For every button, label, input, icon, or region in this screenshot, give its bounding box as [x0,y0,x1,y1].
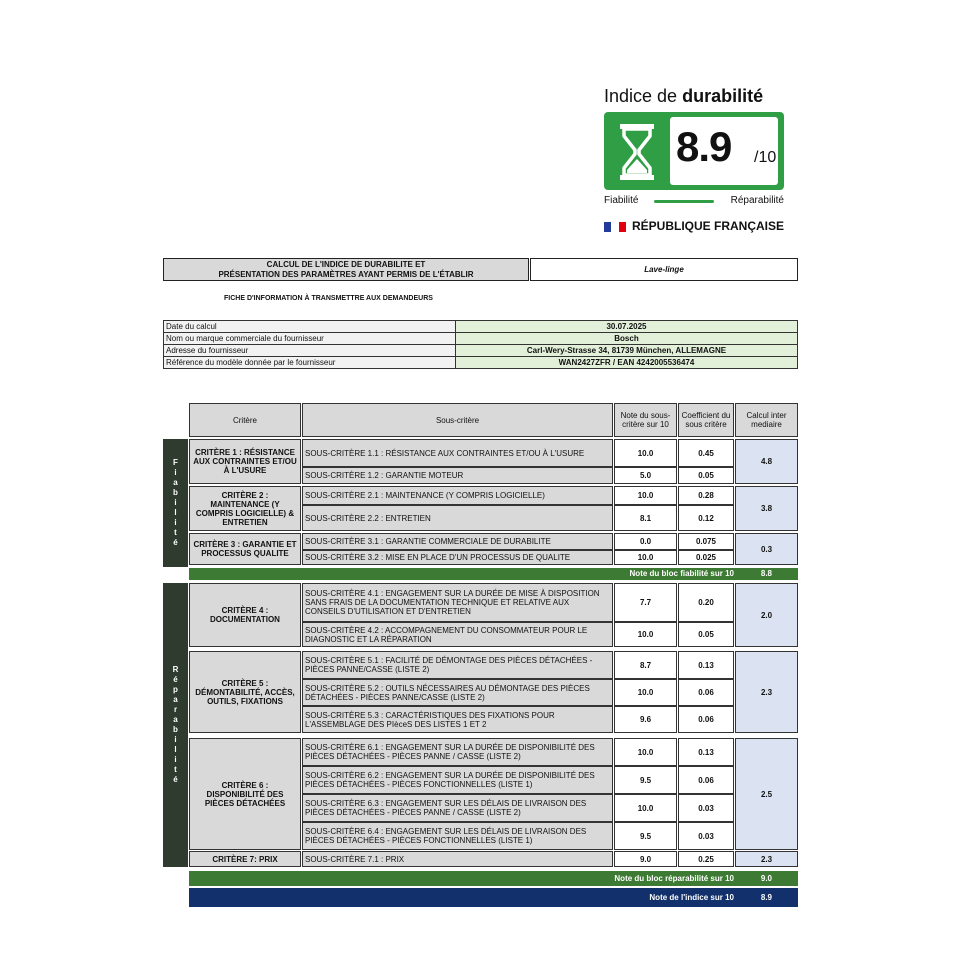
criterion-intermediate: 2.5 [735,738,798,850]
sub-criterion-coefficient: 0.025 [678,550,734,565]
indice-total-row [189,888,798,907]
sub-criterion-coefficient: 0.05 [678,622,734,647]
product-type: Lave-linge [530,258,798,281]
fiabilite-letter: i [174,498,177,507]
criterion-name: CRITÈRE 4 : DOCUMENTATION [189,583,301,647]
header-sous-critere: Sous-critère [302,403,613,437]
reparabilite-letter: b [173,725,178,734]
reparabilite-letter: é [173,675,178,684]
sub-criterion-note: 9.5 [614,822,677,850]
badge-score: 8.9 [676,123,732,170]
info-label: Adresse du fournisseur [164,345,456,357]
criterion-intermediate: 2.3 [735,651,798,733]
info-value: Carl-Wery-Strasse 34, 81739 München, ALLEMAGNE [456,345,798,357]
sub-criterion-note: 7.7 [614,583,677,622]
fiabilite-letter: F [173,458,178,467]
sub-criterion-coefficient: 0.28 [678,486,734,505]
sub-criterion-label: SOUS-CRITÈRE 6.2 : ENGAGEMENT SUR LA DURÉE DE DISPONIBILITÉ DES PIÈCES DÉTACHÉES - PIÈCES FONCTIONNELLES (LISTE 1) [302,766,613,794]
sub-criterion-coefficient: 0.45 [678,439,734,467]
sub-criterion-note: 10.0 [614,439,677,467]
sub-criterion-note: 8.7 [614,651,677,679]
indice-total-label: Note de l'indice sur 10 [649,893,734,902]
document-title-line2: PRÉSENTATION DES PARAMÈTRES AYANT PERMIS DE L'ÉTABLIR [218,270,474,279]
scale-bar [654,200,714,203]
sub-criterion-label: SOUS-CRITÈRE 2.2 : ENTRETIEN [302,505,613,531]
badge-title-prefix: Indice de [604,86,678,106]
sub-criterion-coefficient: 0.06 [678,679,734,706]
reparabilite-total-value: 9.0 [760,874,772,883]
sub-criterion-coefficient: 0.13 [678,651,734,679]
info-row [164,357,798,369]
criterion-intermediate: 4.8 [735,439,798,484]
block-fiabilite-label [163,439,188,567]
reparabilite-letter: a [173,695,178,704]
sub-criterion-label: SOUS-CRITÈRE 5.1 : FACILITÉ DE DÉMONTAGE DES PIÈCES DÉTACHÉES - PIÈCES PANNE/CASSE (LISTE 2) [302,651,613,679]
reparabilite-letter: t [174,765,177,774]
sub-criterion-label: SOUS-CRITÈRE 1.2 : GARANTIE MOTEUR [302,467,613,484]
sub-criterion-note: 10.0 [614,738,677,766]
sub-criterion-coefficient: 0.03 [678,822,734,850]
sub-criterion-note: 9.6 [614,706,677,733]
reparabilite-letter: i [174,755,177,764]
sub-criterion-note: 10.0 [614,794,677,822]
criterion-intermediate: 3.8 [735,486,798,531]
sub-criterion-label: SOUS-CRITÈRE 3.1 : GARANTIE COMMERCIALE DE DURABILITE [302,533,613,550]
criterion-name: CRITÈRE 3 : GARANTIE ET PROCESSUS QUALITE [189,533,301,565]
badge-score-panel [670,117,778,185]
reparabilite-letter: i [174,735,177,744]
info-label: Référence du modèle donnée par le fournisseur [164,357,456,369]
fiabilite-total-label: Note du bloc fiabilité sur 10 [629,569,734,578]
sub-criterion-label: SOUS-CRITÈRE 4.2 : ACCOMPAGNEMENT DU CONSOMMATEUR POUR LE DIAGNOSTIC ET LA RÉPARATION [302,622,613,647]
info-row [164,333,798,345]
info-value: WAN2427ZFR / EAN 4242005536474 [456,357,798,369]
fiabilite-total-row [189,568,798,580]
fiche-subtitle: FICHE D'INFORMATION À TRANSMETTRE AUX DEMANDEURS [224,295,433,302]
scale-left-label: Fiabilité [604,195,639,206]
criterion-name: CRITÈRE 7: PRIX [189,851,301,867]
sub-criterion-note: 9.0 [614,851,677,867]
sub-criterion-note: 0.0 [614,533,677,550]
info-value: 30.07.2025 [456,321,798,333]
sub-criterion-label: SOUS-CRITÈRE 5.3 : CARACTÉRISTIQUES DES FIXATIONS POUR L'ASSEMBLAGE DES PIèceS DES LISTES 1 ET 2 [302,706,613,733]
criterion-intermediate: 2.3 [735,851,798,867]
reparabilite-letter: l [174,745,177,754]
criterion-name: CRITÈRE 2 : MAINTENANCE (Y COMPRIS LOGICIELLE) & ENTRETIEN [189,486,301,531]
reparabilite-letter: a [173,715,178,724]
sub-criterion-coefficient: 0.12 [678,505,734,531]
sub-criterion-coefficient: 0.075 [678,533,734,550]
reparabilite-letter: r [173,705,178,714]
criterion-name: CRITÈRE 6 : DISPONIBILITÉ DES PIÈCES DÉTACHÉES [189,738,301,850]
fiabilite-letter: t [174,528,177,537]
fiabilite-letter: é [173,538,178,547]
sub-criterion-coefficient: 0.05 [678,467,734,484]
supplier-info-table [163,320,798,369]
fiabilite-letter: i [174,518,177,527]
indice-total-value: 8.9 [760,893,772,902]
criterion-name: CRITÈRE 5 : DÉMONTABILITÉ, ACCÈS, OUTILS, FIXATIONS [189,651,301,733]
reparabilite-total-label: Note du bloc réparabilité sur 10 [614,874,734,883]
sub-criterion-label: SOUS-CRITÈRE 7.1 : PRIX [302,851,613,867]
sub-criterion-label: SOUS-CRITÈRE 2.1 : MAINTENANCE (Y COMPRIS LOGICIELLE) [302,486,613,505]
badge-title [604,86,763,107]
sub-criterion-note: 10.0 [614,622,677,647]
criterion-intermediate: 2.0 [735,583,798,647]
fiabilite-letter: b [173,488,178,497]
criterion-intermediate: 0.3 [735,533,798,565]
sub-criterion-label: SOUS-CRITÈRE 6.3 : ENGAGEMENT SUR LES DÉLAIS DE LIVRAISON DES PIÈCES DÉTACHÉES - PIÈCES PANNE / CASSE (LISTE 2) [302,794,613,822]
sub-criterion-coefficient: 0.25 [678,851,734,867]
document-title-line1: CALCUL DE L'INDICE DE DURABILITE ET [266,260,426,269]
reparabilite-letter: é [173,775,178,784]
sub-criterion-coefficient: 0.20 [678,583,734,622]
sub-criterion-coefficient: 0.03 [678,794,734,822]
sub-criterion-label: SOUS-CRITÈRE 6.1 : ENGAGEMENT SUR LA DURÉE DE DISPONIBILITÉ DES PIÈCES DÉTACHÉES - PIÈCES PANNE / CASSE (LISTE 2) [302,738,613,766]
header-critere: Critère [189,403,301,437]
sub-criterion-coefficient: 0.06 [678,706,734,733]
document-title [163,258,529,281]
reparabilite-letter: R [172,665,179,674]
reparabilite-total-row [189,871,798,886]
block-reparabilite-label [163,583,188,867]
durability-badge [604,112,784,190]
french-flag-icon [604,222,626,232]
sub-criterion-label: SOUS-CRITÈRE 4.1 : ENGAGEMENT SUR LA DURÉE DE MISE À DISPOSITION SANS FRAIS DE LA DOCUMENTATION TECHNIQUE ET RELATIVE AUX CONSEILS D'UTILISATION ET D'ENTRETIEN [302,583,613,622]
sub-criterion-coefficient: 0.13 [678,738,734,766]
info-label: Date du calcul [164,321,456,333]
hourglass-icon [618,124,656,180]
sub-criterion-note: 10.0 [614,550,677,565]
criterion-name: CRITÈRE 1 : RÉSISTANCE AUX CONTRAINTES ET/OU À L'USURE [189,439,301,484]
sub-criterion-note: 10.0 [614,679,677,706]
fiabilite-total-value: 8.8 [760,569,772,578]
header-coefficient: Coefficient du sous critère [678,403,734,437]
badge-scale [604,195,784,209]
sub-criterion-coefficient: 0.06 [678,766,734,794]
sub-criterion-note: 8.1 [614,505,677,531]
sub-criterion-label: SOUS-CRITÈRE 5.2 : OUTILS NÉCESSAIRES AU DÉMONTAGE DES PIÈCES DÉTACHÉES - PIÈCES PANNE/CASSE (LISTE 2) [302,679,613,706]
header-note: Note du sous-critère sur 10 [614,403,677,437]
fiabilite-letter: a [173,478,178,487]
sub-criterion-label: SOUS-CRITÈRE 1.1 : RÉSISTANCE AUX CONTRAINTES ET/OU À L'USURE [302,439,613,467]
scale-right-label: Réparabilité [730,195,784,206]
info-label: Nom ou marque commerciale du fournisseur [164,333,456,345]
sub-criterion-note: 9.5 [614,766,677,794]
reparabilite-letter: p [173,685,178,694]
sub-criterion-label: SOUS-CRITÈRE 6.4 : ENGAGEMENT SUR LES DÉLAIS DE LIVRAISON DES PIÈCES DÉTACHÉES - PIÈCES FONCTIONNELLES (LISTE 1) [302,822,613,850]
sub-criterion-note: 5.0 [614,467,677,484]
badge-title-bold: durabilité [682,86,764,106]
fiabilite-letter: l [174,508,177,517]
info-row [164,345,798,357]
sub-criterion-label: SOUS-CRITÈRE 3.2 : MISE EN PLACE D'UN PROCESSUS DE QUALITE [302,550,613,565]
header-calcul: Calcul inter mediaire [735,403,798,437]
info-row [164,321,798,333]
fiabilite-letter: i [174,468,177,477]
badge-out-of: /10 [754,149,777,166]
sub-criterion-note: 10.0 [614,486,677,505]
info-value: Bosch [456,333,798,345]
country-label: RÉPUBLIQUE FRANÇAISE [632,219,785,233]
